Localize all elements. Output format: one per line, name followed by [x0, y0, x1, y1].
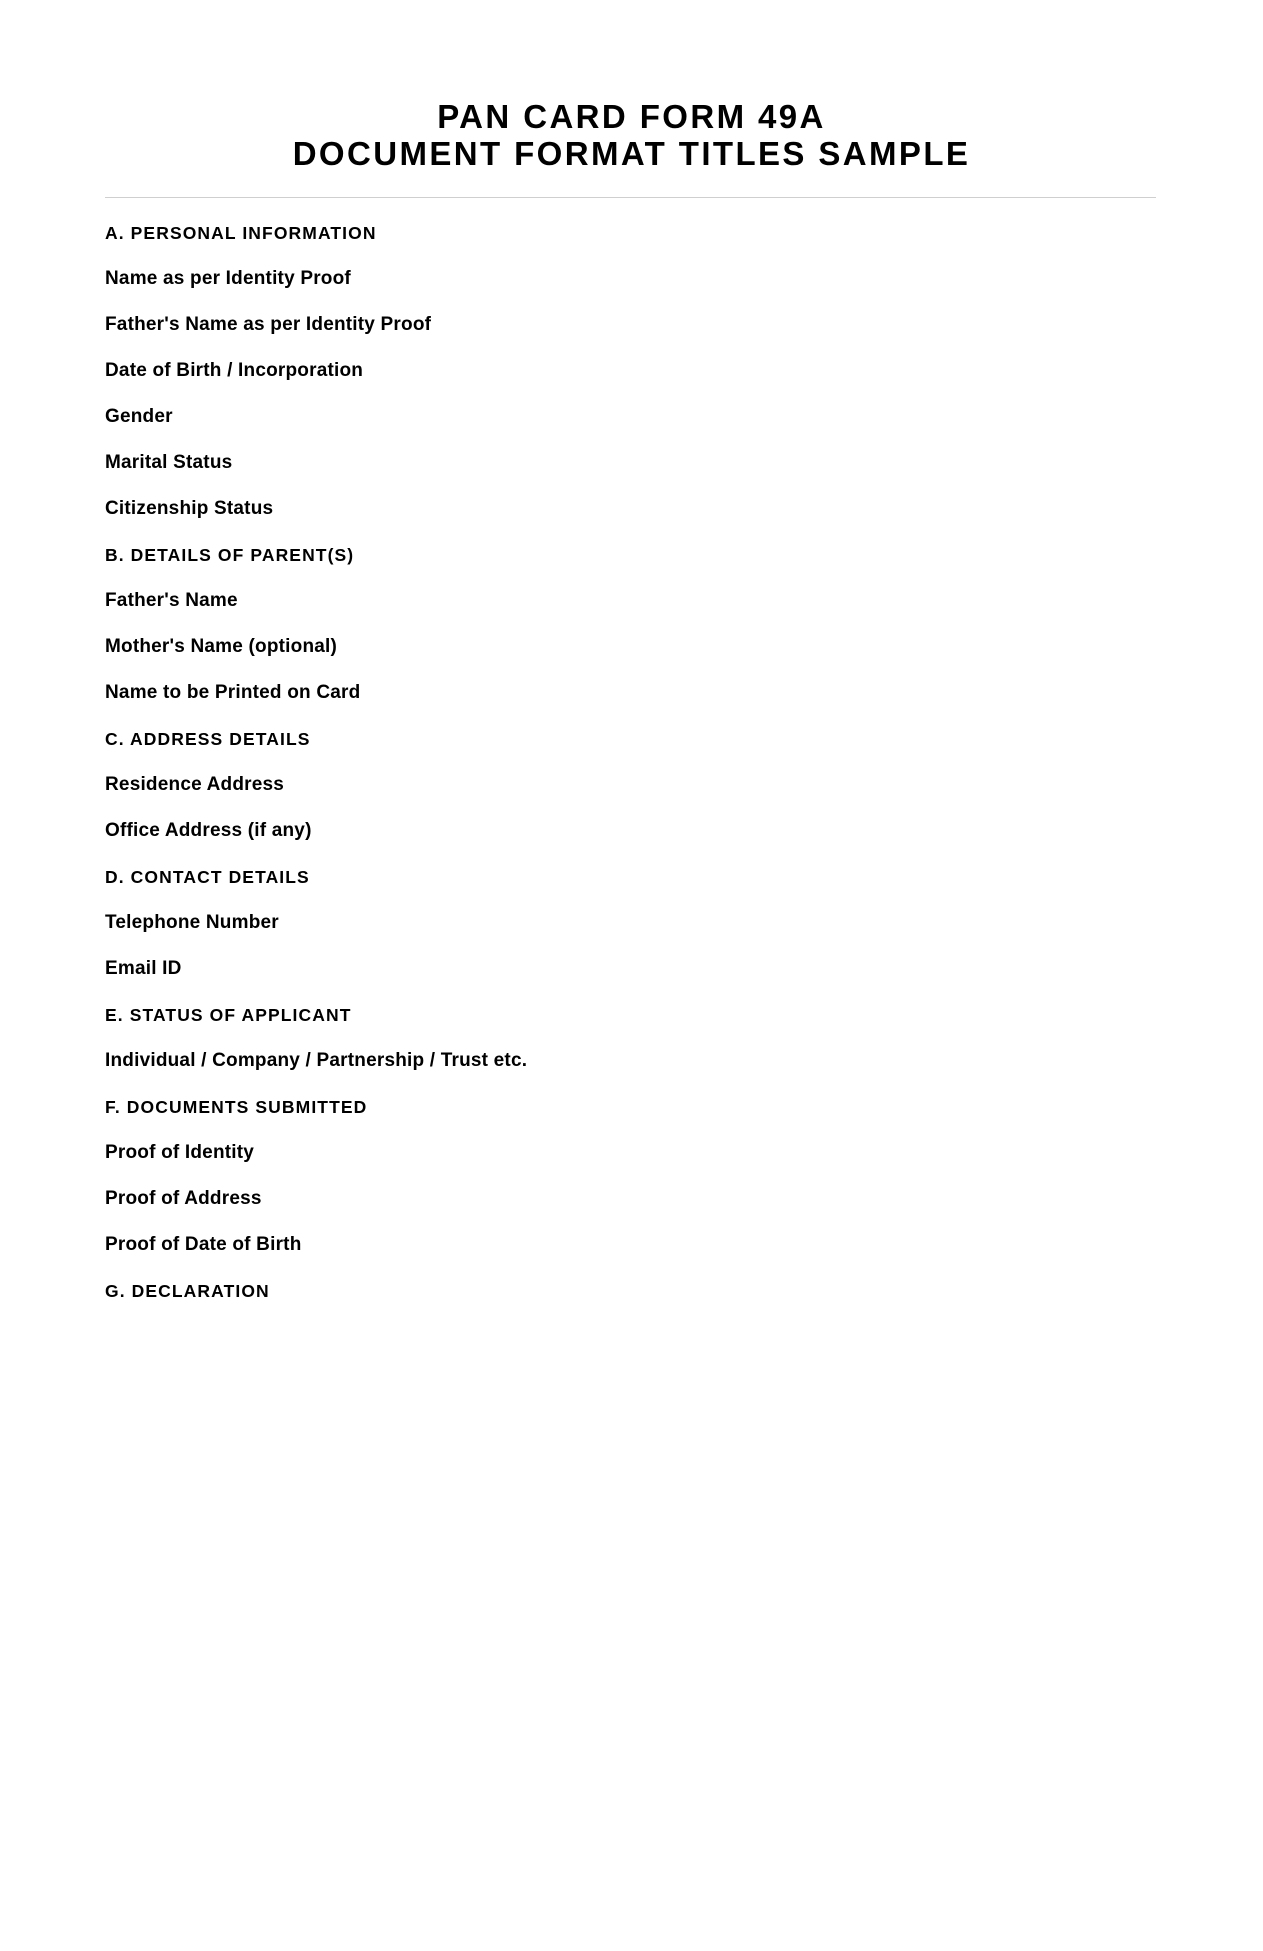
document-body — [105, 219, 1156, 1323]
field-title-name-printed-on-card: Name to be Printed on Card — [105, 682, 361, 703]
document-title — [0, 98, 1263, 172]
field-title-name-as-per-identity-proof: Name as per Identity Proof — [105, 268, 351, 289]
section-heading-documents-submitted: F. DOCUMENTS SUBMITTED — [105, 1097, 368, 1117]
field-title-gender: Gender — [105, 406, 173, 427]
field-title-applicant-type: Individual / Company / Partnership / Trust etc. — [105, 1050, 528, 1071]
field-title-fathers-name-as-per-identity-proof: Father's Name as per Identity Proof — [105, 314, 432, 335]
field-title-telephone-number: Telephone Number — [105, 912, 279, 933]
field-title-marital-status: Marital Status — [105, 452, 233, 473]
section-heading-declaration: G. DECLARATION — [105, 1281, 270, 1301]
section-heading-address-details: C. ADDRESS DETAILS — [105, 729, 311, 749]
title-line-1: PAN CARD FORM 49A — [437, 98, 826, 135]
field-title-proof-of-address: Proof of Address — [105, 1188, 262, 1209]
section-heading-details-of-parents: B. DETAILS OF PARENT(S) — [105, 545, 355, 565]
field-title-citizenship-status: Citizenship Status — [105, 498, 274, 519]
field-title-proof-of-date-of-birth: Proof of Date of Birth — [105, 1234, 302, 1255]
field-title-residence-address: Residence Address — [105, 774, 285, 795]
section-heading-contact-details: D. CONTACT DETAILS — [105, 867, 310, 887]
field-title-mothers-name: Mother's Name (optional) — [105, 636, 338, 657]
field-title-proof-of-identity: Proof of Identity — [105, 1142, 255, 1163]
field-title-office-address: Office Address (if any) — [105, 820, 312, 841]
title-divider — [105, 197, 1156, 198]
field-title-date-of-birth: Date of Birth / Incorporation — [105, 360, 364, 381]
section-heading-personal-information: A. PERSONAL INFORMATION — [105, 223, 377, 243]
field-title-email-id: Email ID — [105, 958, 182, 979]
title-line-2: DOCUMENT FORMAT TITLES SAMPLE — [292, 135, 971, 172]
field-title-fathers-name: Father's Name — [105, 590, 238, 611]
section-heading-status-of-applicant: E. STATUS OF APPLICANT — [105, 1005, 352, 1025]
